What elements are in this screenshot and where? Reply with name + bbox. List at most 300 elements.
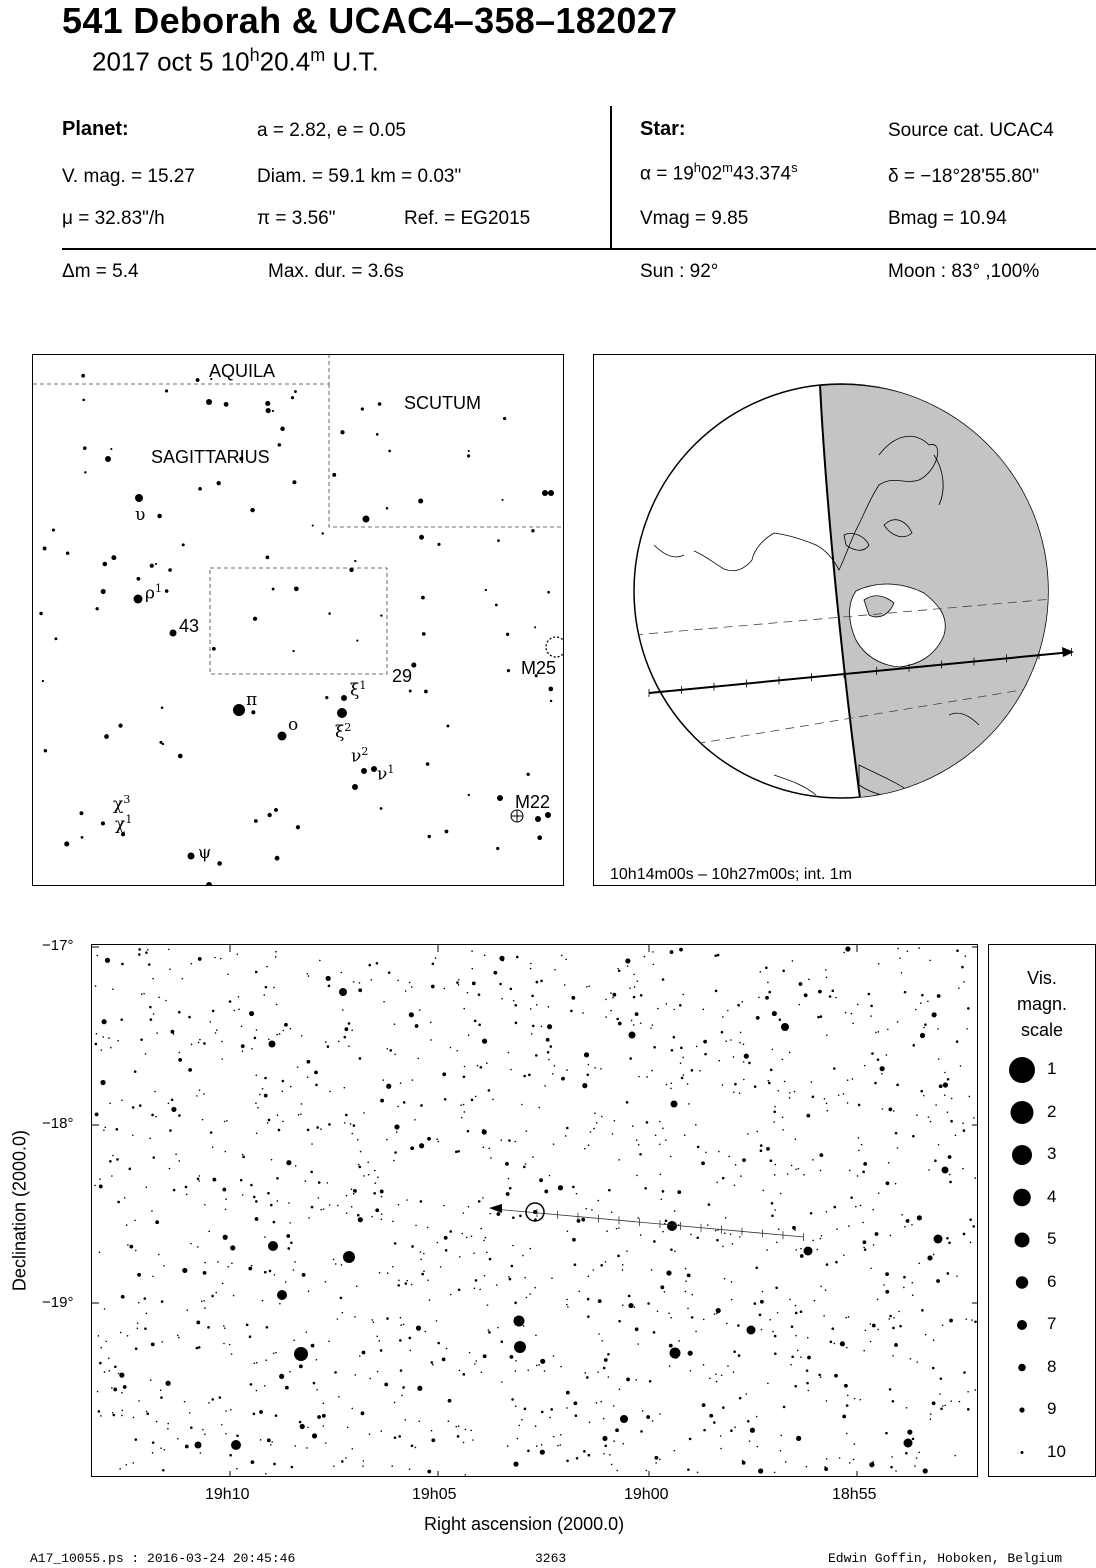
chart-star bbox=[155, 1220, 159, 1224]
chart-star bbox=[836, 1228, 838, 1230]
chart-star bbox=[933, 1339, 935, 1341]
chart-star bbox=[875, 1032, 877, 1034]
chart-star bbox=[646, 1470, 648, 1472]
chart-star bbox=[347, 1426, 349, 1428]
chart-star bbox=[101, 1049, 103, 1051]
chart-star bbox=[635, 1012, 639, 1016]
chart-star bbox=[370, 979, 372, 981]
chart-star bbox=[154, 1091, 156, 1093]
chart-star bbox=[158, 1254, 160, 1256]
chart-star bbox=[546, 1038, 550, 1042]
chart-star bbox=[890, 1235, 892, 1237]
chart-star bbox=[96, 955, 98, 957]
chart-star bbox=[848, 1316, 850, 1318]
finder-star bbox=[188, 853, 195, 860]
chart-star bbox=[376, 962, 379, 965]
chart-star bbox=[171, 1107, 176, 1112]
chart-star bbox=[728, 1156, 730, 1158]
chart-star bbox=[716, 1308, 721, 1313]
finder-star bbox=[447, 725, 450, 728]
chart-star bbox=[918, 947, 920, 949]
chart-star bbox=[152, 1452, 154, 1454]
label-nu2: $\nu^2$ bbox=[351, 745, 369, 767]
chart-star bbox=[515, 1370, 517, 1372]
label-chi1: $\chi^1$ bbox=[115, 813, 133, 835]
chart-star bbox=[570, 1010, 573, 1013]
chart-star bbox=[949, 1174, 951, 1176]
chart-star bbox=[342, 1009, 344, 1011]
chart-star bbox=[954, 1455, 956, 1457]
chart-star bbox=[740, 1032, 742, 1034]
chart-star bbox=[202, 1429, 204, 1431]
chart-star bbox=[431, 1438, 435, 1442]
chart-star bbox=[825, 969, 827, 971]
chart-star bbox=[307, 1427, 309, 1429]
chart-star bbox=[885, 1432, 888, 1435]
chart-star bbox=[655, 1462, 657, 1464]
chart-star bbox=[612, 993, 616, 997]
chart-star bbox=[748, 1062, 751, 1065]
chart-star bbox=[473, 1252, 475, 1254]
chart-star bbox=[377, 1177, 379, 1179]
chart-star bbox=[737, 1324, 740, 1327]
chart-star bbox=[949, 1319, 953, 1323]
chart-star bbox=[217, 1261, 219, 1263]
chart-star bbox=[149, 1006, 152, 1009]
chart-star bbox=[293, 1340, 295, 1342]
chart-star bbox=[98, 1335, 100, 1337]
chart-star bbox=[893, 1110, 895, 1112]
finder-star bbox=[363, 516, 370, 523]
chart-star bbox=[307, 1060, 311, 1064]
chart-star bbox=[326, 976, 331, 981]
chart-star bbox=[204, 1307, 206, 1309]
planet-parallax: π = 3.56" bbox=[257, 208, 336, 229]
chart-star bbox=[241, 1044, 245, 1048]
chart-star bbox=[554, 969, 556, 971]
chart-star bbox=[667, 1221, 677, 1231]
chart-star bbox=[860, 1399, 862, 1401]
chart-star bbox=[483, 1240, 485, 1242]
chart-star bbox=[121, 1295, 125, 1299]
chart-star bbox=[948, 1241, 951, 1244]
chart-star bbox=[598, 1299, 602, 1303]
chart-star bbox=[795, 1305, 797, 1307]
moon-elongation: Moon : 83° ,100% bbox=[888, 261, 1040, 282]
chart-star bbox=[852, 1078, 854, 1080]
chart-star bbox=[233, 1010, 235, 1012]
chart-star bbox=[463, 1075, 466, 1078]
chart-star bbox=[238, 1008, 240, 1010]
chart-star bbox=[237, 953, 239, 955]
chart-star bbox=[511, 1265, 514, 1268]
chart-star bbox=[535, 1335, 537, 1337]
chart-star bbox=[400, 1324, 402, 1326]
finder-star bbox=[503, 417, 506, 420]
chart-star bbox=[121, 1392, 123, 1394]
star-chart-canvas bbox=[92, 945, 978, 1477]
chart-star bbox=[747, 1326, 756, 1335]
chart-star bbox=[965, 955, 967, 957]
chart-star bbox=[353, 1189, 357, 1193]
finder-star bbox=[81, 836, 84, 839]
chart-star bbox=[223, 1235, 228, 1240]
chart-star bbox=[762, 1291, 764, 1293]
chart-star bbox=[932, 1401, 936, 1405]
chart-star bbox=[553, 1143, 555, 1145]
chart-star bbox=[916, 1114, 918, 1116]
chart-star bbox=[559, 1444, 561, 1446]
chart-star bbox=[629, 987, 631, 989]
chart-star bbox=[795, 1312, 798, 1315]
label-scutum: SCUTUM bbox=[404, 393, 481, 413]
chart-star bbox=[661, 1199, 663, 1201]
chart-star bbox=[255, 1217, 259, 1221]
chart-star bbox=[566, 1459, 569, 1462]
chart-star bbox=[963, 981, 965, 983]
chart-star bbox=[622, 1304, 624, 1306]
chart-star bbox=[687, 1468, 690, 1471]
chart-star bbox=[501, 998, 503, 1000]
chart-star bbox=[282, 1121, 284, 1123]
chart-star bbox=[187, 1309, 189, 1311]
chart-star bbox=[458, 1289, 461, 1292]
chart-star bbox=[112, 1412, 114, 1414]
chart-star bbox=[603, 1453, 605, 1455]
chart-star bbox=[397, 1284, 400, 1287]
chart-star bbox=[670, 950, 674, 954]
chart-star bbox=[467, 992, 469, 994]
chart-star bbox=[548, 1006, 550, 1008]
scale-label-10: 10 bbox=[1047, 1441, 1066, 1461]
chart-star bbox=[638, 1144, 640, 1146]
chart-star bbox=[622, 1264, 624, 1266]
chart-star bbox=[758, 1468, 763, 1473]
finder-star bbox=[422, 632, 426, 636]
chart-star bbox=[400, 1369, 403, 1372]
chart-star bbox=[322, 1425, 324, 1427]
chart-star bbox=[267, 1438, 271, 1442]
chart-star bbox=[344, 1122, 346, 1124]
chart-star bbox=[705, 1152, 707, 1154]
chart-star bbox=[242, 1154, 244, 1156]
chart-star bbox=[519, 1215, 522, 1218]
chart-star bbox=[104, 1371, 106, 1373]
chart-star bbox=[225, 1433, 227, 1435]
chart-star bbox=[565, 1135, 567, 1137]
chart-star bbox=[346, 1195, 348, 1197]
chart-star bbox=[523, 1075, 526, 1078]
chart-star bbox=[153, 1013, 155, 1015]
chart-star bbox=[618, 1227, 620, 1229]
chart-star bbox=[782, 1129, 784, 1131]
chart-star bbox=[514, 1004, 517, 1007]
chart-star bbox=[699, 1070, 701, 1072]
chart-star bbox=[885, 1272, 889, 1276]
chart-star bbox=[216, 1029, 218, 1031]
chart-star bbox=[666, 1003, 668, 1005]
chart-star bbox=[664, 1291, 666, 1293]
chart-star bbox=[125, 1464, 127, 1466]
chart-star bbox=[669, 1365, 671, 1367]
chart-star bbox=[967, 1408, 970, 1411]
chart-star bbox=[525, 1163, 527, 1165]
chart-star bbox=[270, 1444, 272, 1446]
chart-star bbox=[587, 1298, 590, 1301]
planet-orbit: a = 2.82, e = 0.05 bbox=[257, 120, 406, 141]
chart-star bbox=[117, 1040, 119, 1042]
chart-star bbox=[567, 1306, 569, 1308]
chart-star bbox=[404, 1419, 406, 1421]
scale-dot-2 bbox=[1011, 1101, 1034, 1124]
finder-star bbox=[437, 543, 440, 546]
chart-star bbox=[765, 966, 768, 969]
chart-star bbox=[500, 1139, 502, 1141]
chart-star bbox=[722, 1016, 724, 1018]
chart-star bbox=[121, 1415, 123, 1417]
chart-star bbox=[403, 1324, 405, 1326]
chart-star bbox=[696, 1236, 699, 1239]
chart-star bbox=[718, 1060, 720, 1062]
chart-star bbox=[375, 1208, 379, 1212]
chart-star bbox=[766, 1147, 770, 1151]
chart-star bbox=[674, 1355, 678, 1359]
ra-tick-18h55: 18h55 bbox=[832, 1486, 877, 1503]
chart-star bbox=[550, 1408, 553, 1411]
finder-star bbox=[84, 471, 86, 473]
chart-star bbox=[472, 1439, 474, 1441]
chart-star bbox=[682, 994, 684, 996]
finder-star bbox=[278, 443, 282, 447]
chart-star bbox=[294, 1347, 308, 1361]
chart-star bbox=[212, 1178, 216, 1182]
chart-star bbox=[622, 1269, 624, 1271]
chart-star bbox=[739, 1042, 741, 1044]
chart-star bbox=[409, 1468, 411, 1470]
chart-star bbox=[371, 1319, 373, 1321]
chart-star bbox=[863, 1162, 867, 1166]
chart-star bbox=[791, 1165, 793, 1167]
chart-star bbox=[659, 1143, 661, 1145]
chart-star bbox=[275, 1414, 278, 1417]
chart-star bbox=[178, 1337, 180, 1339]
chart-star bbox=[944, 1094, 946, 1096]
chart-star bbox=[605, 1016, 607, 1018]
chart-star bbox=[528, 1074, 531, 1077]
chart-star bbox=[95, 1113, 99, 1117]
chart-star bbox=[514, 1316, 525, 1327]
chart-star bbox=[684, 1134, 686, 1136]
planet-vmag: V. mag. = 15.27 bbox=[62, 166, 195, 187]
finder-star bbox=[341, 695, 347, 701]
target-star bbox=[533, 1210, 537, 1214]
chart-star bbox=[611, 1211, 613, 1213]
chart-star bbox=[662, 978, 665, 981]
chart-star bbox=[703, 1429, 706, 1432]
chart-star bbox=[944, 1072, 946, 1074]
chart-star bbox=[145, 1053, 147, 1055]
finder-star bbox=[388, 450, 391, 453]
chart-star bbox=[165, 1000, 167, 1002]
finder-star bbox=[44, 749, 47, 752]
chart-star bbox=[483, 1147, 485, 1149]
chart-star bbox=[377, 1371, 379, 1373]
chart-star bbox=[950, 1400, 952, 1402]
finder-star bbox=[506, 633, 509, 636]
chart-star bbox=[112, 1155, 114, 1157]
chart-star bbox=[259, 1094, 261, 1096]
chart-star bbox=[289, 1371, 291, 1373]
chart-star bbox=[414, 1119, 416, 1121]
chart-star bbox=[820, 1170, 822, 1172]
chart-star bbox=[135, 1250, 137, 1252]
chart-star bbox=[872, 1461, 874, 1463]
chart-star bbox=[657, 1310, 659, 1312]
chart-star bbox=[853, 1459, 855, 1461]
star-heading: Star: bbox=[640, 118, 686, 140]
chart-star bbox=[458, 979, 460, 981]
chart-star bbox=[974, 1389, 976, 1391]
chart-star bbox=[381, 1213, 383, 1215]
chart-star bbox=[95, 1043, 98, 1046]
chart-star bbox=[431, 1430, 433, 1432]
chart-star bbox=[530, 968, 532, 970]
chart-star bbox=[618, 1159, 620, 1161]
chart-star bbox=[398, 1204, 400, 1206]
chart-star bbox=[770, 1069, 773, 1072]
chart-star bbox=[911, 1224, 913, 1226]
chart-star bbox=[133, 1462, 135, 1464]
finder-star bbox=[497, 795, 503, 801]
chart-star bbox=[361, 1411, 365, 1415]
chart-star bbox=[165, 1381, 170, 1386]
chart-star bbox=[310, 1171, 313, 1174]
chart-star bbox=[811, 1081, 813, 1083]
finder-star bbox=[95, 607, 98, 610]
chart-star bbox=[780, 1450, 782, 1452]
max-duration: Max. dur. = 3.6s bbox=[268, 261, 404, 282]
chart-star bbox=[844, 1384, 848, 1388]
chart-star bbox=[771, 1202, 774, 1205]
chart-star bbox=[738, 1354, 741, 1357]
chart-star bbox=[279, 1303, 281, 1305]
chart-star bbox=[315, 1084, 318, 1087]
finder-star bbox=[292, 650, 294, 652]
chart-star bbox=[756, 1016, 760, 1020]
chart-star bbox=[894, 1343, 898, 1347]
chart-star bbox=[479, 1289, 481, 1291]
chart-star bbox=[531, 1033, 533, 1035]
chart-star bbox=[333, 1259, 335, 1261]
finder-star bbox=[102, 562, 107, 567]
chart-star bbox=[221, 1041, 223, 1043]
chart-star bbox=[920, 1002, 922, 1004]
finder-star bbox=[233, 704, 245, 716]
chart-star bbox=[717, 954, 720, 957]
chart-star bbox=[807, 1337, 809, 1339]
chart-star bbox=[561, 955, 563, 957]
chart-star bbox=[215, 1292, 217, 1294]
chart-star bbox=[703, 1009, 705, 1011]
chart-star bbox=[274, 1274, 276, 1276]
chart-star bbox=[639, 1153, 642, 1156]
chart-star bbox=[754, 1085, 757, 1088]
chart-star bbox=[156, 1032, 158, 1034]
chart-star bbox=[720, 1435, 722, 1437]
chart-star bbox=[429, 1299, 431, 1301]
chart-star bbox=[857, 1004, 859, 1006]
chart-star bbox=[210, 1131, 213, 1134]
chart-star bbox=[889, 1315, 892, 1318]
chart-star bbox=[846, 1433, 848, 1435]
chart-star bbox=[236, 1468, 238, 1470]
chart-star bbox=[314, 1071, 318, 1075]
chart-star bbox=[199, 1089, 201, 1091]
chart-star bbox=[178, 1058, 182, 1062]
chart-star bbox=[113, 1414, 116, 1417]
event-datetime: 2017 oct 5 10$^h$20.4$^m$ U.T. bbox=[92, 45, 379, 77]
chart-star bbox=[724, 1232, 726, 1234]
footer-file: A17_10055.ps : 2016-03-24 20:45:46 bbox=[30, 1551, 296, 1566]
chart-star bbox=[352, 1448, 354, 1450]
chart-star bbox=[317, 1415, 321, 1419]
chart-star bbox=[849, 1170, 851, 1172]
chart-star bbox=[137, 1273, 141, 1277]
chart-star bbox=[371, 1216, 373, 1218]
chart-star bbox=[141, 993, 143, 995]
chart-star bbox=[529, 1248, 531, 1250]
finder-star bbox=[354, 560, 356, 562]
chart-star bbox=[888, 1108, 892, 1112]
finder-star bbox=[548, 687, 553, 692]
chart-star bbox=[308, 1217, 310, 1219]
chart-star bbox=[444, 1098, 447, 1101]
chart-star bbox=[474, 1288, 476, 1290]
chart-star bbox=[116, 1158, 119, 1161]
chart-star bbox=[536, 981, 539, 984]
chart-star bbox=[386, 1084, 391, 1089]
chart-star bbox=[743, 1043, 745, 1045]
chart-star bbox=[878, 1031, 880, 1033]
chart-star bbox=[843, 1254, 845, 1256]
chart-star bbox=[576, 1457, 579, 1460]
chart-star bbox=[618, 1320, 621, 1323]
chart-star bbox=[392, 1221, 394, 1223]
chart-star bbox=[319, 960, 321, 962]
chart-star bbox=[463, 1212, 465, 1214]
chart-star bbox=[524, 1277, 526, 1279]
finder-star bbox=[265, 401, 270, 406]
chart-star bbox=[374, 1170, 376, 1172]
chart-star bbox=[665, 1139, 667, 1141]
chart-star bbox=[265, 986, 268, 989]
chart-star bbox=[628, 1295, 631, 1298]
chart-star bbox=[510, 1069, 512, 1071]
chart-star bbox=[592, 1269, 594, 1271]
magnitude-scale bbox=[988, 944, 1096, 1477]
chart-star bbox=[478, 993, 481, 996]
chart-star bbox=[160, 1396, 163, 1399]
chart-star bbox=[962, 1122, 964, 1124]
chart-star bbox=[178, 1114, 181, 1117]
chart-star bbox=[392, 1266, 394, 1268]
chart-star bbox=[715, 1230, 717, 1232]
chart-star bbox=[718, 1151, 720, 1153]
chart-star bbox=[583, 1450, 586, 1453]
dec-tick-18: −18° bbox=[42, 1115, 74, 1132]
chart-star bbox=[566, 1407, 568, 1409]
chart-star bbox=[800, 1248, 802, 1250]
